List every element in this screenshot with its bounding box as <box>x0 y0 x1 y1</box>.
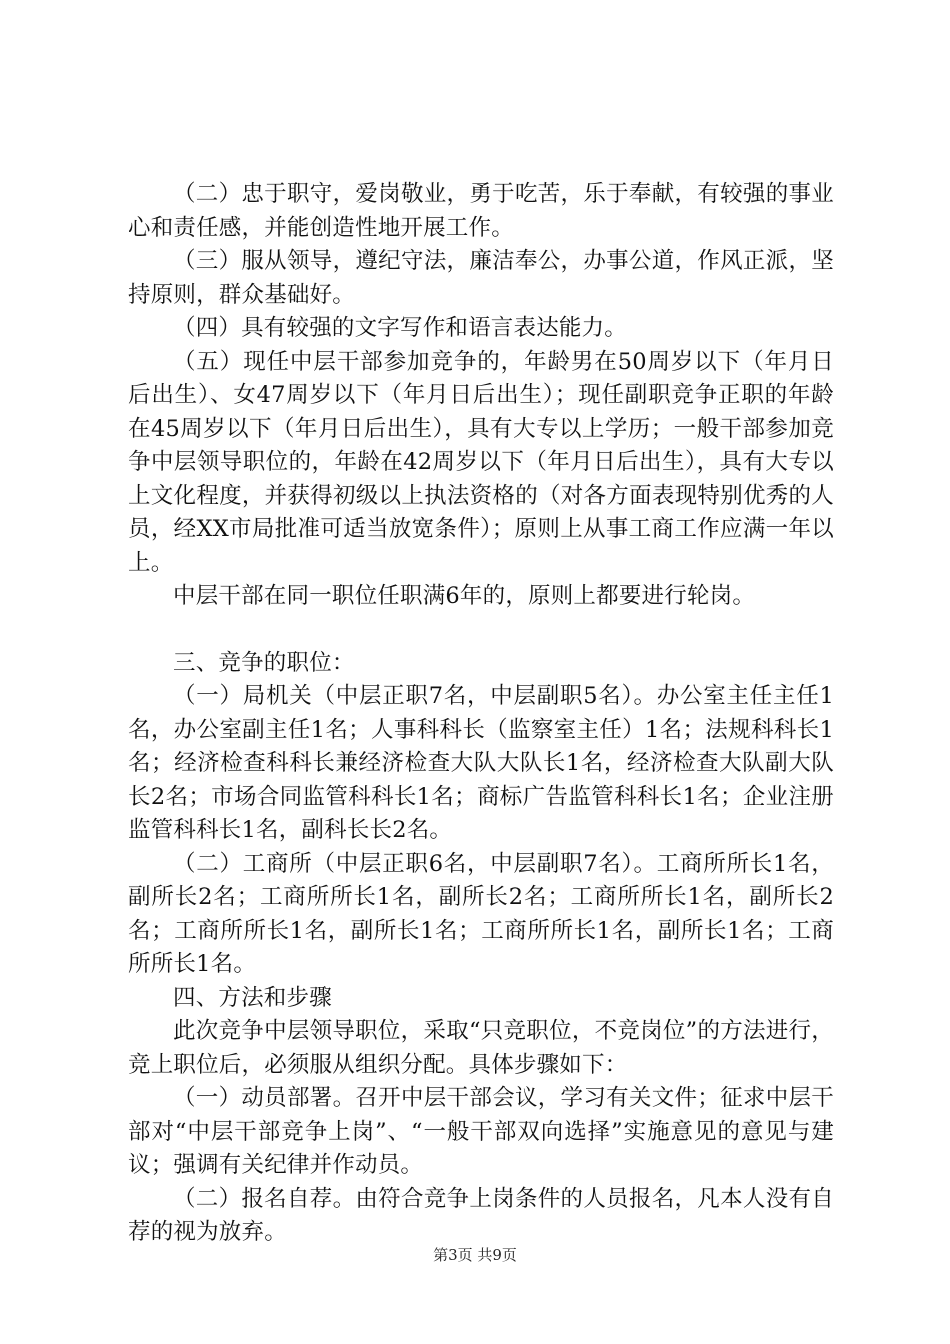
document-body <box>128 178 834 1250</box>
paragraph-condition-3: （三）服从领导，遵纪守法，廉洁奉公，办事公道，作风正派，坚持原则，群众基础好。 <box>128 248 834 308</box>
paragraph-step-1: （一）动员部署。召开中层干部会议，学习有关文件；征求中层干部对“中层干部竞争上岗”、“一般干部双向选择”实施意见的意见与建议；强调有关纪律并作动员。 <box>128 1085 834 1178</box>
section-heading-positions: 三、竞争的职位： <box>173 649 355 676</box>
paragraph-methods-intro: 此次竞争中层领导职位，采取“只竞职位，不竞岗位”的方法进行，竞上职位后，必须服从组织分配。具体步骤如下： <box>128 1018 834 1078</box>
paragraph-condition-4: （四）具有较强的文字写作和语言表达能力。 <box>173 315 628 341</box>
section-heading-methods: 四、方法和步骤 <box>173 984 332 1011</box>
paragraph-station-positions: （二）工商所（中层正职6名，中层副职7名）。工商所所长1名，副所长2名；工商所所长1名，副所长2名；工商所所长1名，副所长2名；工商所所长1名，副所长1名；工商所所长1名，副所长1名；工商所所长1名。 <box>128 850 834 977</box>
paragraph-bureau-positions: （一）局机关（中层正职7名，中层副职5名）。办公室主任主任1名，办公室副主任1名；人事科科长（监察室主任）1名；法规科科长1名；经济检查科科长兼经济检查大队大队长1名，经济检查大队副大队长2名；市场合同监管科科长1名；商标广告监管科科长1名；企业注册监管科科长1名，副科长长2名。 <box>128 683 834 843</box>
paragraph-gap <box>128 614 834 647</box>
paragraph-step-2: （二）报名自荐。由符合竞争上岗条件的人员报名，凡本人没有自荐的视为放弃。 <box>128 1185 834 1245</box>
paragraph-condition-2: （二）忠于职守，爱岗敬业，勇于吃苦，乐于奉献，有较强的事业心和责任感，并能创造性地开展工作。 <box>128 181 834 241</box>
page-number-footer: 第3页 共9页 <box>433 1246 517 1264</box>
paragraph-condition-5: （五）现任中层干部参加竞争的，年龄男在50周岁以下（年月日后出生）、女47周岁以下（年月日后出生）；现任副职竞争正职的年龄在45周岁以下（年月日后出生），具有大专以上学历；一般干部参加竞争中层领导职位的，年龄在42周岁以下（年月日后出生），具有大专以上文化程度，并获得初级以上执法资格的（对各方面表现特别优秀的人员，经XX市局批准可适当放宽条件）；原则上从事工商工作应满一年以上。 <box>128 348 834 576</box>
paragraph-rotation-note: 中层干部在同一职位任职满6年的，原则上都要进行轮岗。 <box>173 583 756 609</box>
